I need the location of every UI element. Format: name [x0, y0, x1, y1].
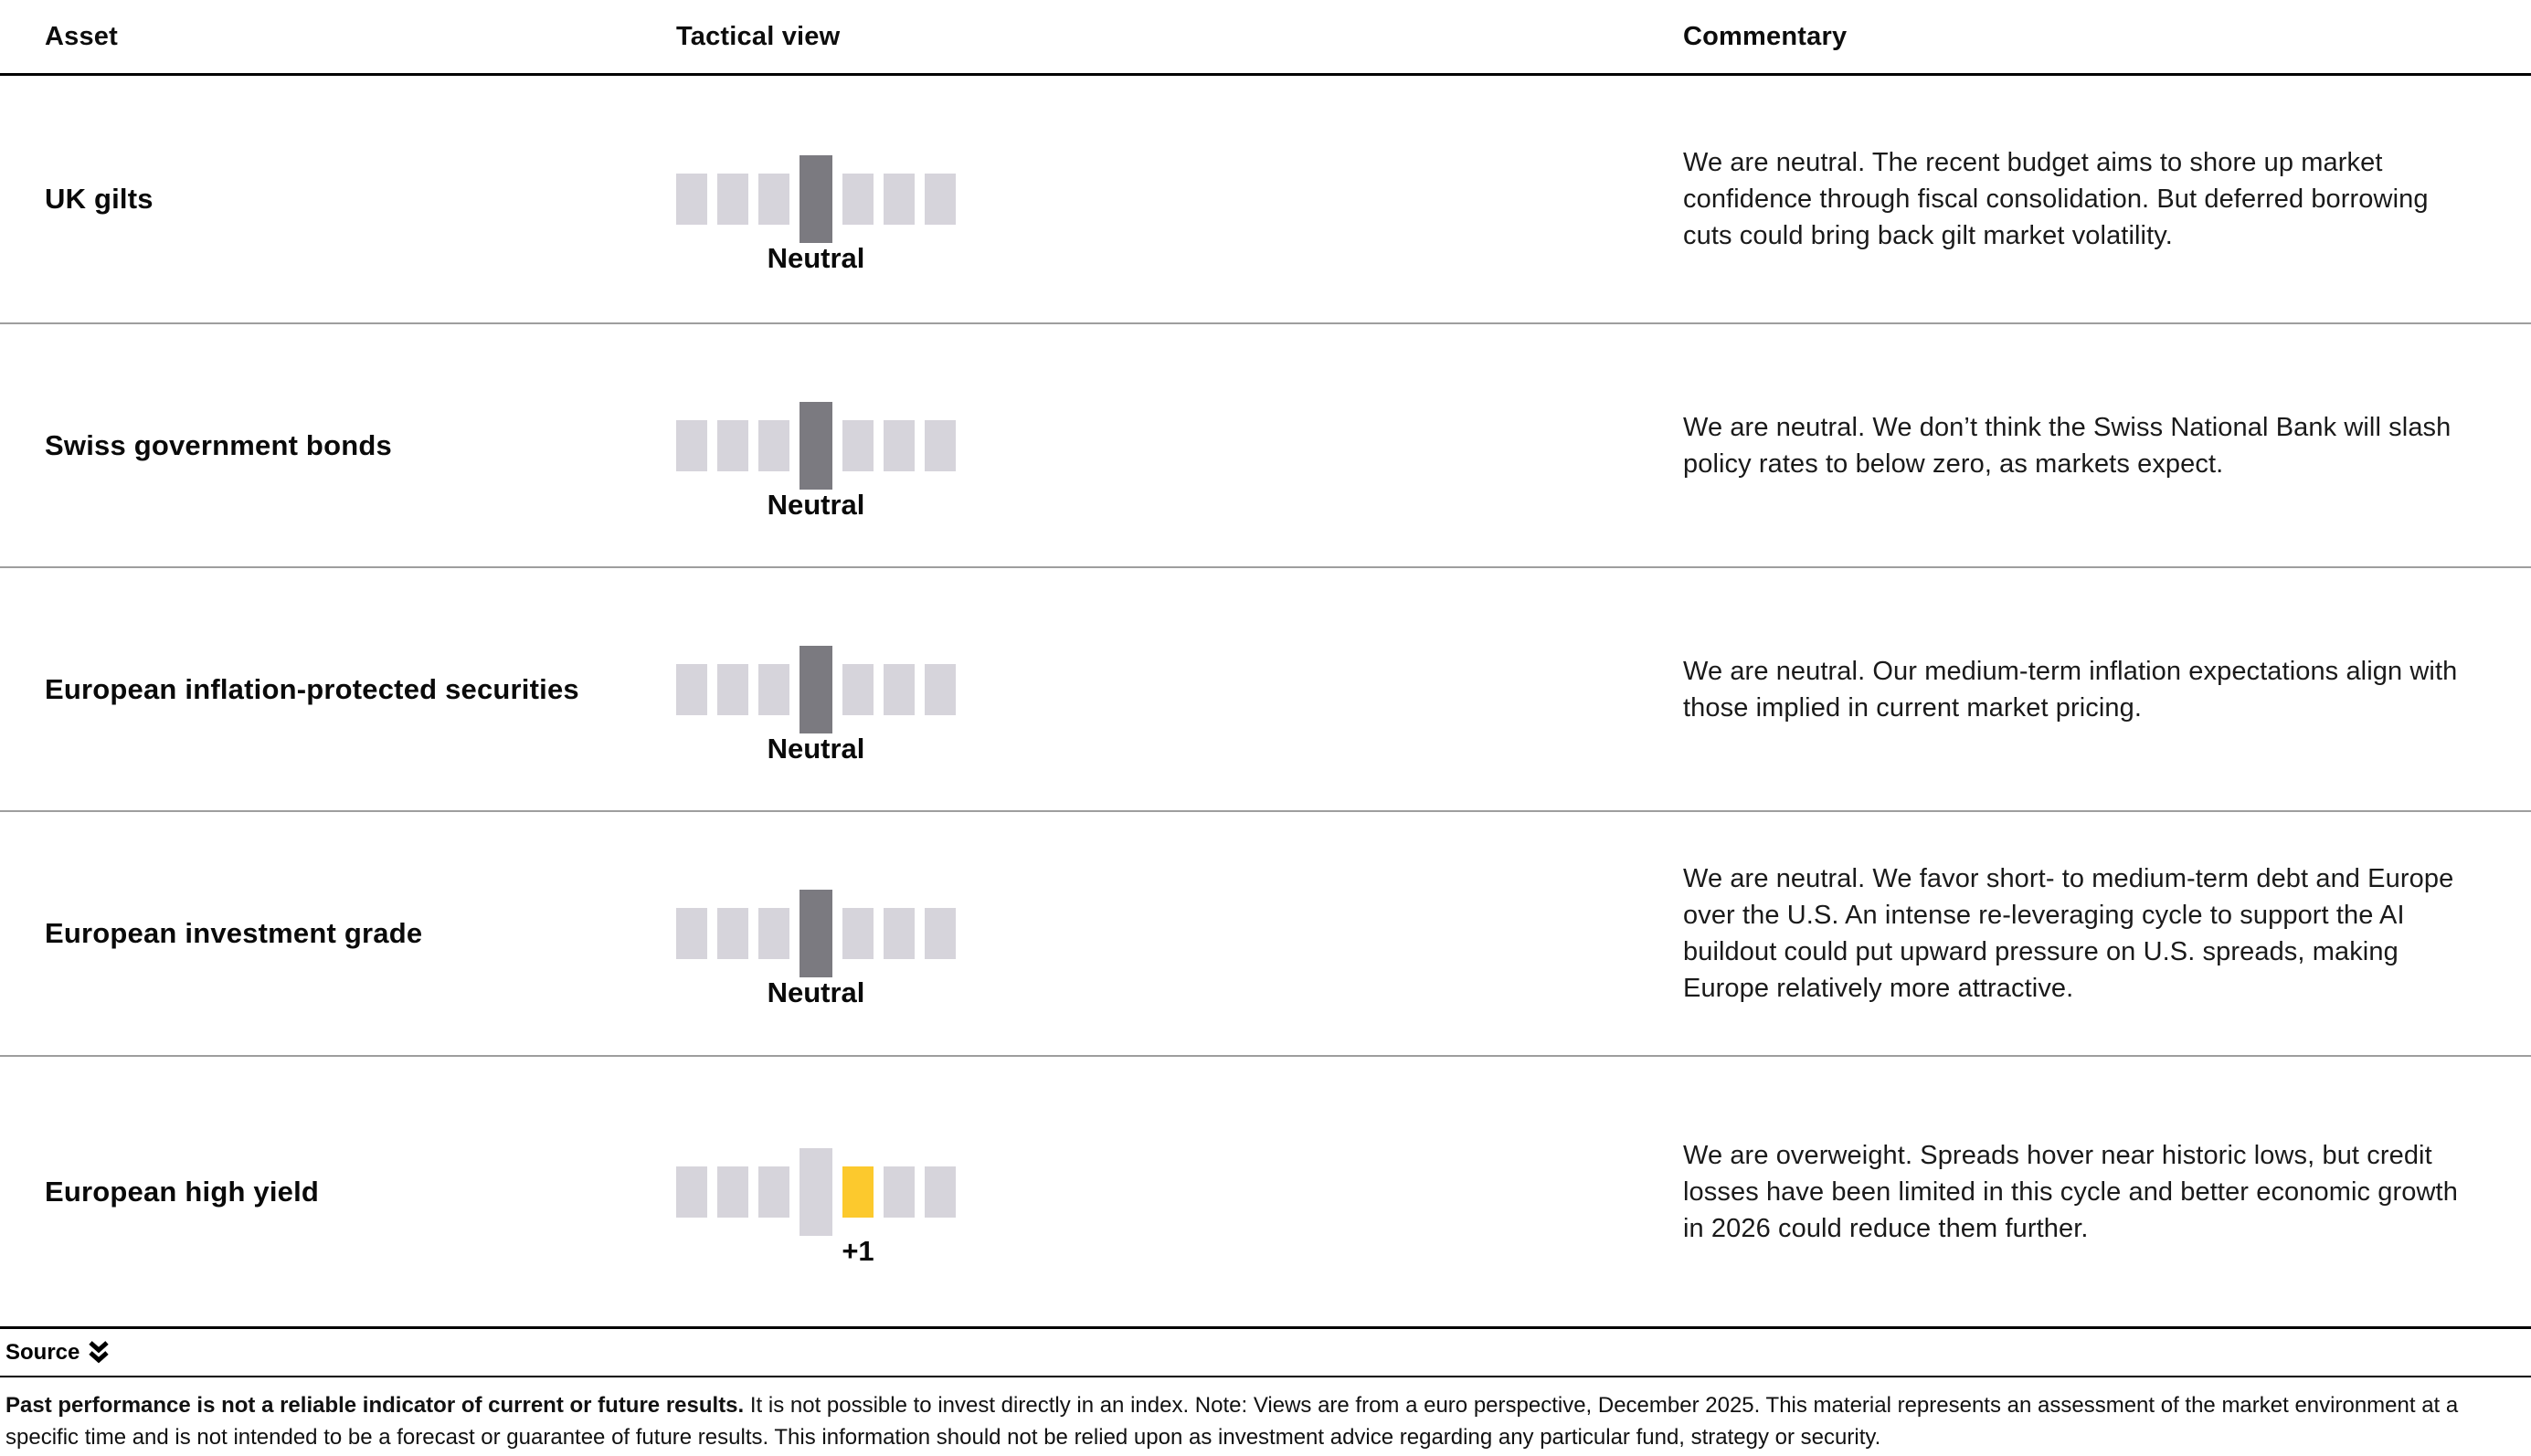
meter-square-light: [884, 1166, 915, 1218]
meter-squares: [676, 890, 969, 977]
meter-square-light: [717, 420, 748, 471]
commentary-cell: [1683, 812, 2531, 1055]
meter-square-light: [758, 174, 789, 225]
table-row: [0, 812, 2531, 1057]
commentary-text: We are neutral. We don’t think the Swiss National Bank will slash policy rates to below zero, as markets expect.: [1683, 412, 2452, 479]
tactical-view-meter: [676, 890, 969, 1008]
commentary-text: We are neutral. The recent budget aims to shore up market confidence through fiscal consolidation. But deferred borrowing cuts could bring back gilt market volatility.: [1683, 148, 2429, 250]
table-body: [0, 76, 2531, 1329]
table-header-row: [0, 0, 2531, 76]
meter-square-tall-dark: [800, 155, 832, 243]
tactical-view-cell: [676, 812, 1683, 1055]
double-chevron-down-icon[interactable]: [88, 1339, 110, 1366]
asset-cell: [0, 1057, 676, 1326]
asset-cell: [0, 568, 676, 810]
meter-square-light: [842, 908, 874, 959]
meter-square-light: [676, 908, 707, 959]
tactical-view-cell: [676, 76, 1683, 322]
tactical-view-meter: [676, 646, 969, 765]
meter-square-light: [717, 908, 748, 959]
tactical-view-caption: Neutral: [767, 242, 865, 274]
meter-square-tall-light: [800, 1148, 832, 1236]
meter-square-light: [717, 1166, 748, 1218]
column-header-asset: Asset: [45, 21, 118, 51]
disclaimer-text: [0, 1377, 2526, 1453]
source-row: [0, 1329, 2531, 1377]
table-row: [0, 324, 2531, 568]
meter-square-light: [842, 664, 874, 715]
meter-square-tall-dark: [800, 402, 832, 490]
tactical-view-caption: Neutral: [767, 732, 865, 765]
commentary-cell: [1683, 76, 2531, 322]
meter-square-light: [884, 908, 915, 959]
commentary-cell: [1683, 1057, 2531, 1326]
meter-square-light: [925, 664, 956, 715]
asset-label: UK gilts: [45, 183, 154, 215]
asset-cell: [0, 76, 676, 322]
commentary-text: We are neutral. We favor short- to medium-term debt and Europe over the U.S. An intense re-leveraging cycle to support the AI buildout could put upward pressure on U.S. spreads, making Europe relatively more attractive.: [1683, 864, 2454, 1003]
meter-square-light: [925, 1166, 956, 1218]
meter-square-light: [758, 908, 789, 959]
meter-square-tall-dark: [800, 646, 832, 733]
tactical-view-caption: +1: [842, 1234, 874, 1267]
commentary-cell: [1683, 324, 2531, 566]
meter-square-light: [842, 174, 874, 225]
meter-squares: [676, 1148, 969, 1236]
meter-square-light: [884, 420, 915, 471]
meter-squares: [676, 155, 969, 243]
commentary-text: We are neutral. Our medium-term inflation expectations align with those implied in current market pricing.: [1683, 656, 2458, 723]
meter-square-tall-dark: [800, 890, 832, 977]
tactical-view-caption: Neutral: [767, 976, 865, 1008]
meter-square-light: [758, 420, 789, 471]
meter-square-light: [925, 174, 956, 225]
meter-square-light: [842, 420, 874, 471]
meter-square-light: [884, 174, 915, 225]
header-cell-tactical: [676, 0, 1683, 73]
table-row: [0, 76, 2531, 324]
table-row: [0, 568, 2531, 812]
meter-square-light: [925, 420, 956, 471]
meter-square-light: [717, 664, 748, 715]
asset-label: Swiss government bonds: [45, 428, 392, 461]
meter-square-light: [758, 1166, 789, 1218]
meter-square-light: [925, 908, 956, 959]
meter-square-light: [676, 1166, 707, 1218]
meter-square-light: [676, 420, 707, 471]
column-header-commentary: Commentary: [1683, 21, 1848, 51]
meter-squares: [676, 646, 969, 733]
tactical-view-meter: [676, 402, 969, 521]
commentary-cell: [1683, 568, 2531, 810]
meter-squares: [676, 402, 969, 490]
tactical-view-cell: [676, 1057, 1683, 1326]
asset-label: European high yield: [45, 1175, 320, 1208]
meter-square-light: [758, 664, 789, 715]
header-cell-commentary: [1683, 0, 2531, 73]
disclaimer-body: It is not possible to invest directly in an index. Note: Views are from a euro perspective, December 2025. This material represents an assessment of the market environment at a specific time and is not intended to be a forecast or guarantee of future results. This information should not be relied upon as investment advice regarding any particular fund, strategy or security.: [5, 1393, 2459, 1450]
asset-label: European investment grade: [45, 917, 423, 949]
tactical-view-cell: [676, 568, 1683, 810]
asset-cell: [0, 324, 676, 566]
source-toggle[interactable]: Source: [5, 1339, 80, 1365]
meter-square-light: [884, 664, 915, 715]
meter-square-light: [717, 174, 748, 225]
asset-cell: [0, 812, 676, 1055]
tactical-view-meter: [676, 155, 969, 274]
asset-label: European inflation-protected securities: [45, 672, 579, 705]
column-header-tactical-view: Tactical view: [676, 21, 841, 51]
commentary-text: We are overweight. Spreads hover near historic lows, but credit losses have been limited in this cycle and better economic growth in 2026 could reduce them further.: [1683, 1140, 2458, 1243]
tactical-view-cell: [676, 324, 1683, 566]
header-cell-asset: [0, 0, 676, 73]
tactical-view-caption: Neutral: [767, 488, 865, 521]
tactical-view-meter: [676, 1148, 969, 1267]
meter-square-yellow: [842, 1166, 874, 1218]
meter-square-light: [676, 664, 707, 715]
disclaimer-bold-lead: Past performance is not a reliable indicator of current or future results.: [5, 1393, 745, 1418]
table-row: [0, 1057, 2531, 1326]
meter-square-light: [676, 174, 707, 225]
